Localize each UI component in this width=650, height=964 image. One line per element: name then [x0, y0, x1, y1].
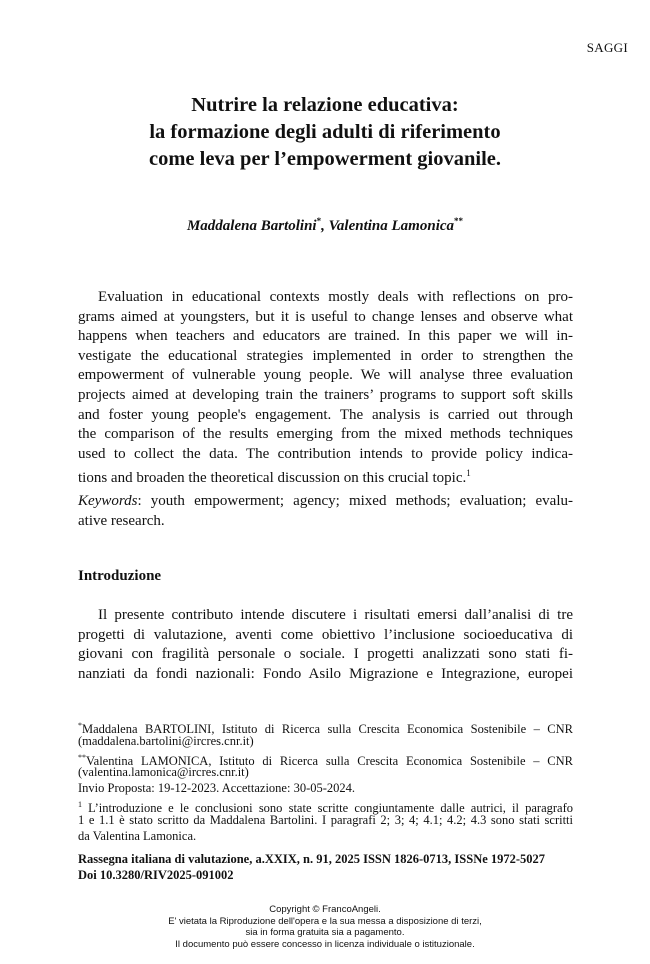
- abstract: [78, 288, 573, 487]
- submission-dates: Invio Proposta: 19-12-2023. Accettazione: 30-05-2024.: [78, 781, 356, 796]
- footnote-mark: **: [454, 216, 464, 226]
- author-name: Maddalena Bartolini: [186, 218, 317, 234]
- abstract-line-text: tions and broaden the theoretical discussion on this crucial topic.: [78, 470, 467, 487]
- footnote-text: Valentina LAMONICA, Istituto di Ricerca sulla Crescita Economica Sostenibile – CNR: [86, 753, 573, 768]
- keywords-label: Keywords: [78, 493, 138, 509]
- abstract-line: grams aimed at youngsters, but it is useful to change lenses and observe what: [78, 308, 573, 325]
- abstract-line: [78, 464, 573, 487]
- author-name: Valentina Lamonica: [328, 218, 455, 234]
- intro-line: Il presente contributo intende discutere i risultati emersi dall’analisi di tre: [98, 607, 573, 623]
- footnote-mark: 1: [78, 799, 82, 809]
- abstract-line: and foster young people's engagement. The analysis is carried out through: [78, 406, 573, 423]
- copyright-line: Copyright © FrancoAngeli.: [269, 904, 381, 915]
- keywords-text: : youth empowerment; agency; mixed methods; evaluation; evalu-: [137, 493, 573, 509]
- footnote-mark: *: [316, 216, 322, 226]
- title-line: come leva per l’empowerment giovanile.: [148, 148, 501, 170]
- footnote-mark: 1: [466, 468, 471, 479]
- author-separator: ,: [321, 218, 329, 234]
- keywords: [78, 492, 573, 531]
- keywords-text: ative research.: [78, 512, 165, 529]
- copyright-line: Il documento può essere concesso in licenza individuale o istituzionale.: [175, 938, 475, 950]
- footnote-text: da Valentina Lamonica.: [78, 828, 197, 843]
- abstract-line: happens when teachers and educators are trained. In this paper we will in-: [78, 328, 573, 345]
- abstract-line: used to collect the data. The contribution intends to provide policy indica-: [78, 445, 573, 462]
- section-label: SAGGI: [586, 40, 628, 55]
- footnote-text: 1 e 1.1 è stato scritto da Maddalena Bartolini. I paragrafi 2; 3; 4; 4.1; 4.2; 4.3 sono stati scritti: [78, 812, 573, 827]
- doi-line: Doi 10.3280/RIV2025-091002: [78, 867, 234, 882]
- footnote-mark: **: [78, 752, 86, 762]
- journal-info: [78, 852, 573, 884]
- footnote-mark: *: [78, 721, 82, 730]
- abstract-line: Evaluation in educational contexts mostly deals with reflections on pro-: [98, 289, 573, 305]
- abstract-line: the comparison of the results emerging from the mixed methods techniques: [78, 426, 573, 443]
- copyright-line: sia in forma gratuita sia a pagamento.: [245, 927, 405, 938]
- title-line: la formazione degli adulti di riferimento: [149, 121, 501, 143]
- footnotes: [78, 718, 573, 844]
- footnote-text: (valentina.lamonica@ircres.cnr.it): [78, 765, 249, 780]
- footnote-text: (maddalena.bartolini@ircres.cnr.it): [78, 733, 254, 748]
- intro-line: giovani con fragilità personale o sociale. I progetti analizzati sono stati fi-: [78, 646, 573, 663]
- journal-line: Rassegna italiana di valutazione, a.XXIX, n. 91, 2025 ISSN 1826-0713, ISSNe 1972-5027: [78, 852, 546, 866]
- copyright-notice: [0, 904, 650, 950]
- copyright-line: E' vietata la Riproduzione dell'opera e la sua messa a disposizione di terzi,: [168, 915, 482, 927]
- author-line: [0, 216, 650, 235]
- title-line: Nutrire la relazione educativa:: [191, 94, 459, 116]
- abstract-line: empowerment of vulnerable young people. We will analyse three evaluation: [78, 367, 573, 384]
- intro-line: progetti di valutazione, aventi come obiettivo l’inclusione socioeducativa di: [78, 626, 573, 643]
- intro-line: nanziati da fondi nazionali: Fondo Asilo Migrazione e Integrazione, europei: [78, 665, 573, 682]
- abstract-line: projects aimed at developing train the trainers’ programs to support soft skills: [78, 386, 573, 403]
- footnote-text: L’introduzione e le conclusioni sono state scritte congiuntamente dalle autrici, il paragrafo: [82, 801, 573, 816]
- intro-paragraph: [78, 606, 573, 684]
- footnote-text: Maddalena BARTOLINI, Istituto di Ricerca sulla Crescita Economica Sostenibile – CNR: [82, 722, 573, 737]
- article-title: [0, 92, 650, 173]
- abstract-line: vestigate the educational strategies implemented in order to strengthen the: [78, 347, 573, 364]
- section-heading: Introduzione: [78, 568, 162, 584]
